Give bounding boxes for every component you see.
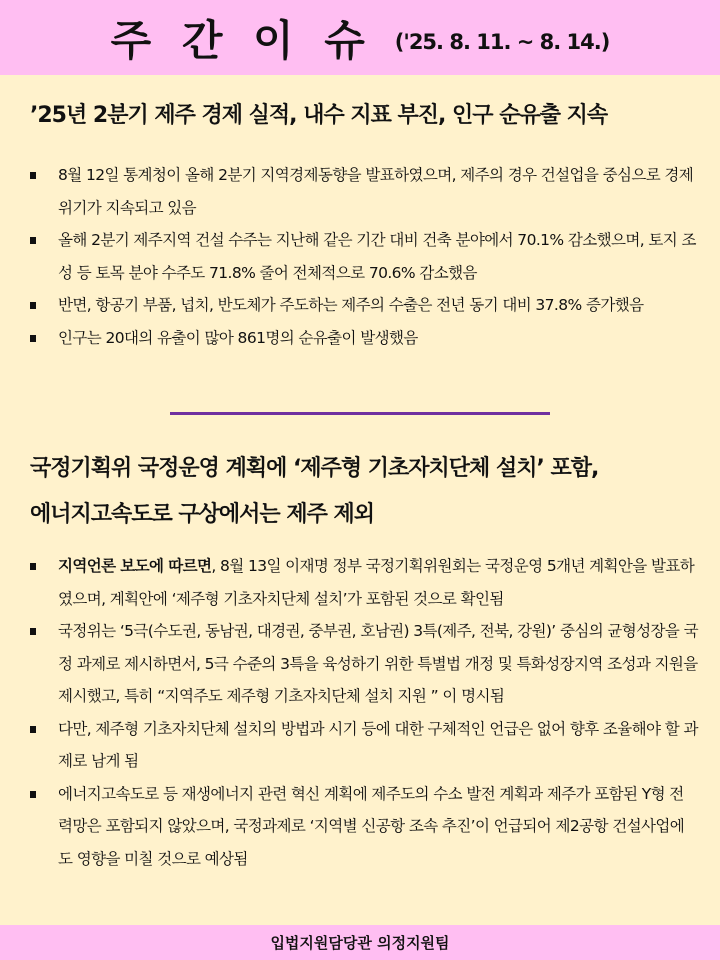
list-item <box>28 322 698 355</box>
bullet-icon <box>30 628 36 635</box>
section2-heading <box>30 446 598 538</box>
bullet-icon <box>30 237 36 244</box>
bullet-icon <box>30 335 36 342</box>
footer-text: 입법지원담당관 의정지원팀 <box>270 934 450 952</box>
bullet-text: 8월 12일 통계청이 올해 2분기 지역경제동향을 발표하였으며, 제주의 경우 건설업을 중심으로 경제위기가 지속되고 있음 <box>58 166 694 217</box>
bullet-icon <box>30 172 36 179</box>
section1-heading: ’25년 2분기 제주 경제 실적, 내수 지표 부진, 인구 순유출 지속 <box>30 103 608 128</box>
list-item <box>28 713 698 778</box>
list-item <box>28 550 698 615</box>
date-range: ('25. 8. 11. ~ 8. 14.) <box>394 29 610 54</box>
bullet-icon <box>30 726 36 733</box>
bullet-text: 에너지고속도로 등 재생에너지 관련 혁신 계획에 제주도의 수소 발전 계획과 제주가 포함된 Y형 전력망은 포함되지 않았으며, 국정과제로 ‘지역별 신공항 조속 추진’이 언급되어 제2공항 건설사업에도 영향을 미칠 것으로 예상됨 <box>58 784 685 868</box>
list-item <box>28 224 698 289</box>
section-divider <box>170 412 550 415</box>
bullet-text: 반면, 항공기 부품, 넙치, 반도체가 주도하는 제주의 수출은 전년 동기 대비 37.8% 증가했음 <box>58 296 644 314</box>
bullet-icon <box>30 563 36 570</box>
heading-line: 에너지고속도로 구상에서는 제주 제외 <box>30 502 375 527</box>
bullet-text: 국정위는 ‘5극(수도권, 동남권, 대경권, 중부권, 호남권) 3특(제주, 전북, 강원)’ 중심의 균형성장을 국정 과제로 제시하면서, 5극 수준의 3특을 육성하기 위한 특별법 개정 및 특화성장지역 조성과 지원을 제시했고, 특히 “지역주도 제주형 기초자치단체 설치 지원 ” 이 명시됨 <box>58 622 698 705</box>
bullet-text: , 8월 13일 이재명 정부 국정기획위원회는 국정운영 5개년 계획안을 발표하였으며, 계획안에 ‘제주형 기초자치단체 설치’가 포함된 것으로 확인됨 <box>58 557 695 608</box>
section2-bullets <box>28 550 698 875</box>
footer <box>0 925 720 960</box>
bullet-text: 인구는 20대의 유출이 많아 861명의 순유출이 발생했음 <box>58 328 418 347</box>
bullet-text: 올해 2분기 제주지역 건설 수주는 지난해 같은 기간 대비 건축 분야에서 70.1% 감소했으며, 토지 조성 등 토목 분야 수주도 71.8% 줄어 전체적으로 70.6% 감소했음 <box>58 231 696 282</box>
bullet-bold-text: 지역언론 보도에 따르면 <box>58 557 212 575</box>
section1-bullets <box>28 159 698 354</box>
list-item <box>28 289 698 322</box>
list-item <box>28 778 698 876</box>
bullet-icon <box>30 302 36 309</box>
bullet-icon <box>30 791 36 798</box>
list-item <box>28 159 698 224</box>
page-title: 주 간 이 슈 <box>110 15 373 65</box>
header-banner <box>0 0 720 75</box>
heading-line: 국정기획위 국정운영 계획에 ‘제주형 기초자치단체 설치’ 포함, <box>30 456 599 481</box>
list-item <box>28 615 698 713</box>
bullet-text: 다만, 제주형 기초자치단체 설치의 방법과 시기 등에 대한 구체적인 언급은 없어 향후 조율해야 할 과제로 남게 됨 <box>58 719 698 770</box>
